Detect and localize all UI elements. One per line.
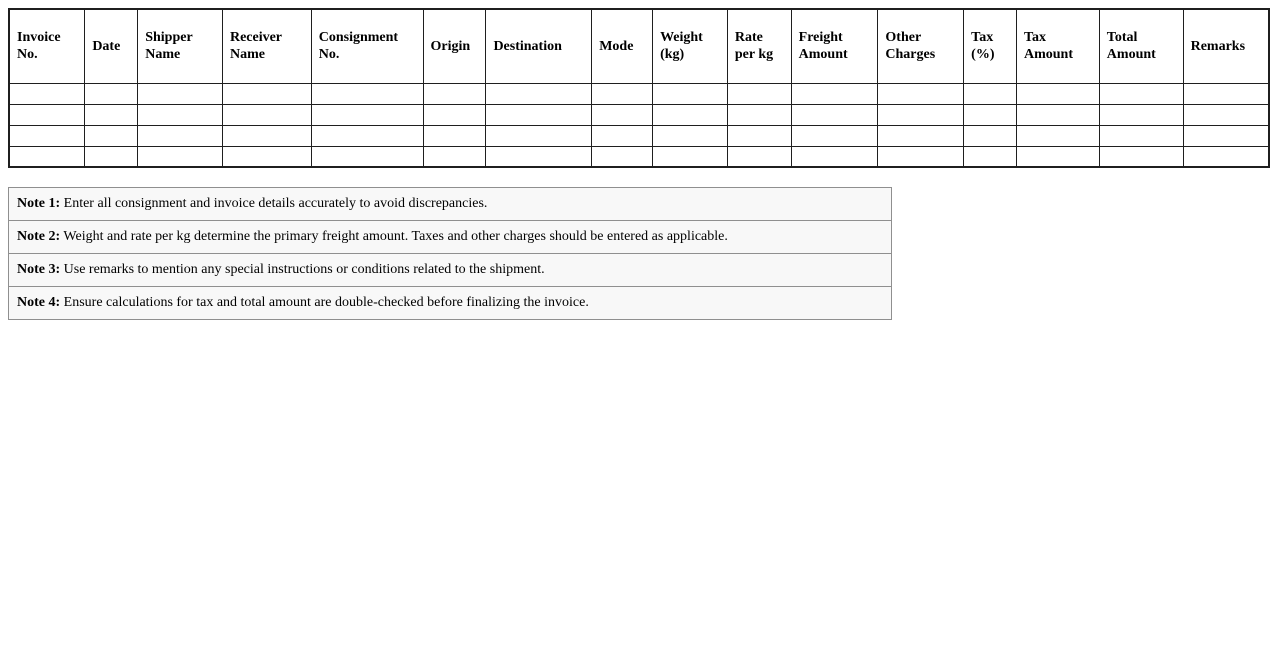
cell-tax-amount	[1017, 83, 1100, 104]
cell-tax	[964, 104, 1017, 125]
note-cell	[9, 254, 892, 287]
column-header-other-charges: Other Charges	[878, 9, 964, 83]
note-text: Use remarks to mention any special instructions or conditions related to the shipment.	[60, 262, 545, 278]
cell-destination	[486, 83, 592, 104]
cell-origin	[423, 104, 486, 125]
cell-date	[85, 125, 138, 146]
cell-mode	[592, 104, 653, 125]
column-header-remarks: Remarks	[1183, 9, 1269, 83]
cell-tax-amount	[1017, 146, 1100, 167]
table-header-row	[9, 9, 1269, 83]
column-header-destination: Destination	[486, 9, 592, 83]
cell-total-amount	[1099, 146, 1183, 167]
cell-consignment-no	[311, 104, 423, 125]
cell-other-charges	[878, 146, 964, 167]
column-header-date: Date	[85, 9, 138, 83]
table-row	[9, 146, 1269, 167]
cell-invoice-no	[9, 125, 85, 146]
cell-origin	[423, 146, 486, 167]
cell-other-charges	[878, 83, 964, 104]
cell-origin	[423, 125, 486, 146]
cell-mode	[592, 146, 653, 167]
column-header-tax: Tax (%)	[964, 9, 1017, 83]
note-row	[9, 221, 892, 254]
column-header-freight-amount: Freight Amount	[791, 9, 878, 83]
cell-rate-per-kg	[727, 104, 791, 125]
note-row	[9, 254, 892, 287]
cell-destination	[486, 125, 592, 146]
cell-origin	[423, 83, 486, 104]
column-header-mode: Mode	[592, 9, 653, 83]
cell-freight-amount	[791, 104, 878, 125]
cell-consignment-no	[311, 125, 423, 146]
table-row	[9, 83, 1269, 104]
note-label: Note 4:	[17, 295, 61, 311]
cell-other-charges	[878, 125, 964, 146]
cell-tax	[964, 125, 1017, 146]
cell-mode	[592, 125, 653, 146]
cell-other-charges	[878, 104, 964, 125]
notes-table	[8, 187, 892, 320]
cell-weight-kg	[653, 146, 728, 167]
note-row	[9, 287, 892, 320]
note-text: Ensure calculations for tax and total amount are double-checked before finalizing the invoice.	[60, 295, 589, 311]
cell-remarks	[1183, 146, 1269, 167]
cell-weight-kg	[653, 125, 728, 146]
cell-receiver-name	[222, 104, 311, 125]
cell-tax	[964, 146, 1017, 167]
cell-remarks	[1183, 104, 1269, 125]
cell-date	[85, 104, 138, 125]
cell-invoice-no	[9, 146, 85, 167]
cell-total-amount	[1099, 125, 1183, 146]
column-header-tax-amount: Tax Amount	[1017, 9, 1100, 83]
cell-receiver-name	[222, 125, 311, 146]
cell-tax-amount	[1017, 125, 1100, 146]
note-label: Note 3:	[17, 262, 61, 278]
cell-shipper-name	[138, 83, 223, 104]
cell-destination	[486, 146, 592, 167]
cell-receiver-name	[222, 146, 311, 167]
column-header-origin: Origin	[423, 9, 486, 83]
cell-rate-per-kg	[727, 146, 791, 167]
cell-rate-per-kg	[727, 125, 791, 146]
cell-total-amount	[1099, 83, 1183, 104]
cell-total-amount	[1099, 104, 1183, 125]
cell-mode	[592, 83, 653, 104]
cell-shipper-name	[138, 146, 223, 167]
note-cell	[9, 287, 892, 320]
cell-invoice-no	[9, 104, 85, 125]
cell-remarks	[1183, 125, 1269, 146]
column-header-receiver-name: Receiver Name	[222, 9, 311, 83]
note-row	[9, 188, 892, 221]
note-text: Weight and rate per kg determine the primary freight amount. Taxes and other charges should be entered as applicable.	[60, 229, 728, 245]
cell-date	[85, 83, 138, 104]
cell-invoice-no	[9, 83, 85, 104]
table-row	[9, 104, 1269, 125]
freight-invoice-table	[8, 8, 1270, 168]
column-header-weight-kg: Weight (kg)	[653, 9, 728, 83]
column-header-rate-per-kg: Rate per kg	[727, 9, 791, 83]
note-cell	[9, 188, 892, 221]
cell-receiver-name	[222, 83, 311, 104]
column-header-consignment-no: Consignment No.	[311, 9, 423, 83]
cell-tax-amount	[1017, 104, 1100, 125]
cell-freight-amount	[791, 125, 878, 146]
cell-weight-kg	[653, 104, 728, 125]
cell-weight-kg	[653, 83, 728, 104]
cell-consignment-no	[311, 83, 423, 104]
column-header-shipper-name: Shipper Name	[138, 9, 223, 83]
cell-shipper-name	[138, 125, 223, 146]
cell-consignment-no	[311, 146, 423, 167]
cell-tax	[964, 83, 1017, 104]
cell-freight-amount	[791, 83, 878, 104]
cell-remarks	[1183, 83, 1269, 104]
column-header-invoice-no: Invoice No.	[9, 9, 85, 83]
cell-shipper-name	[138, 104, 223, 125]
cell-date	[85, 146, 138, 167]
cell-freight-amount	[791, 146, 878, 167]
note-label: Note 2:	[17, 229, 61, 245]
note-label: Note 1:	[17, 196, 61, 212]
column-header-total-amount: Total Amount	[1099, 9, 1183, 83]
note-text: Enter all consignment and invoice details accurately to avoid discrepancies.	[60, 196, 488, 212]
note-cell	[9, 221, 892, 254]
cell-rate-per-kg	[727, 83, 791, 104]
cell-destination	[486, 104, 592, 125]
table-row	[9, 125, 1269, 146]
